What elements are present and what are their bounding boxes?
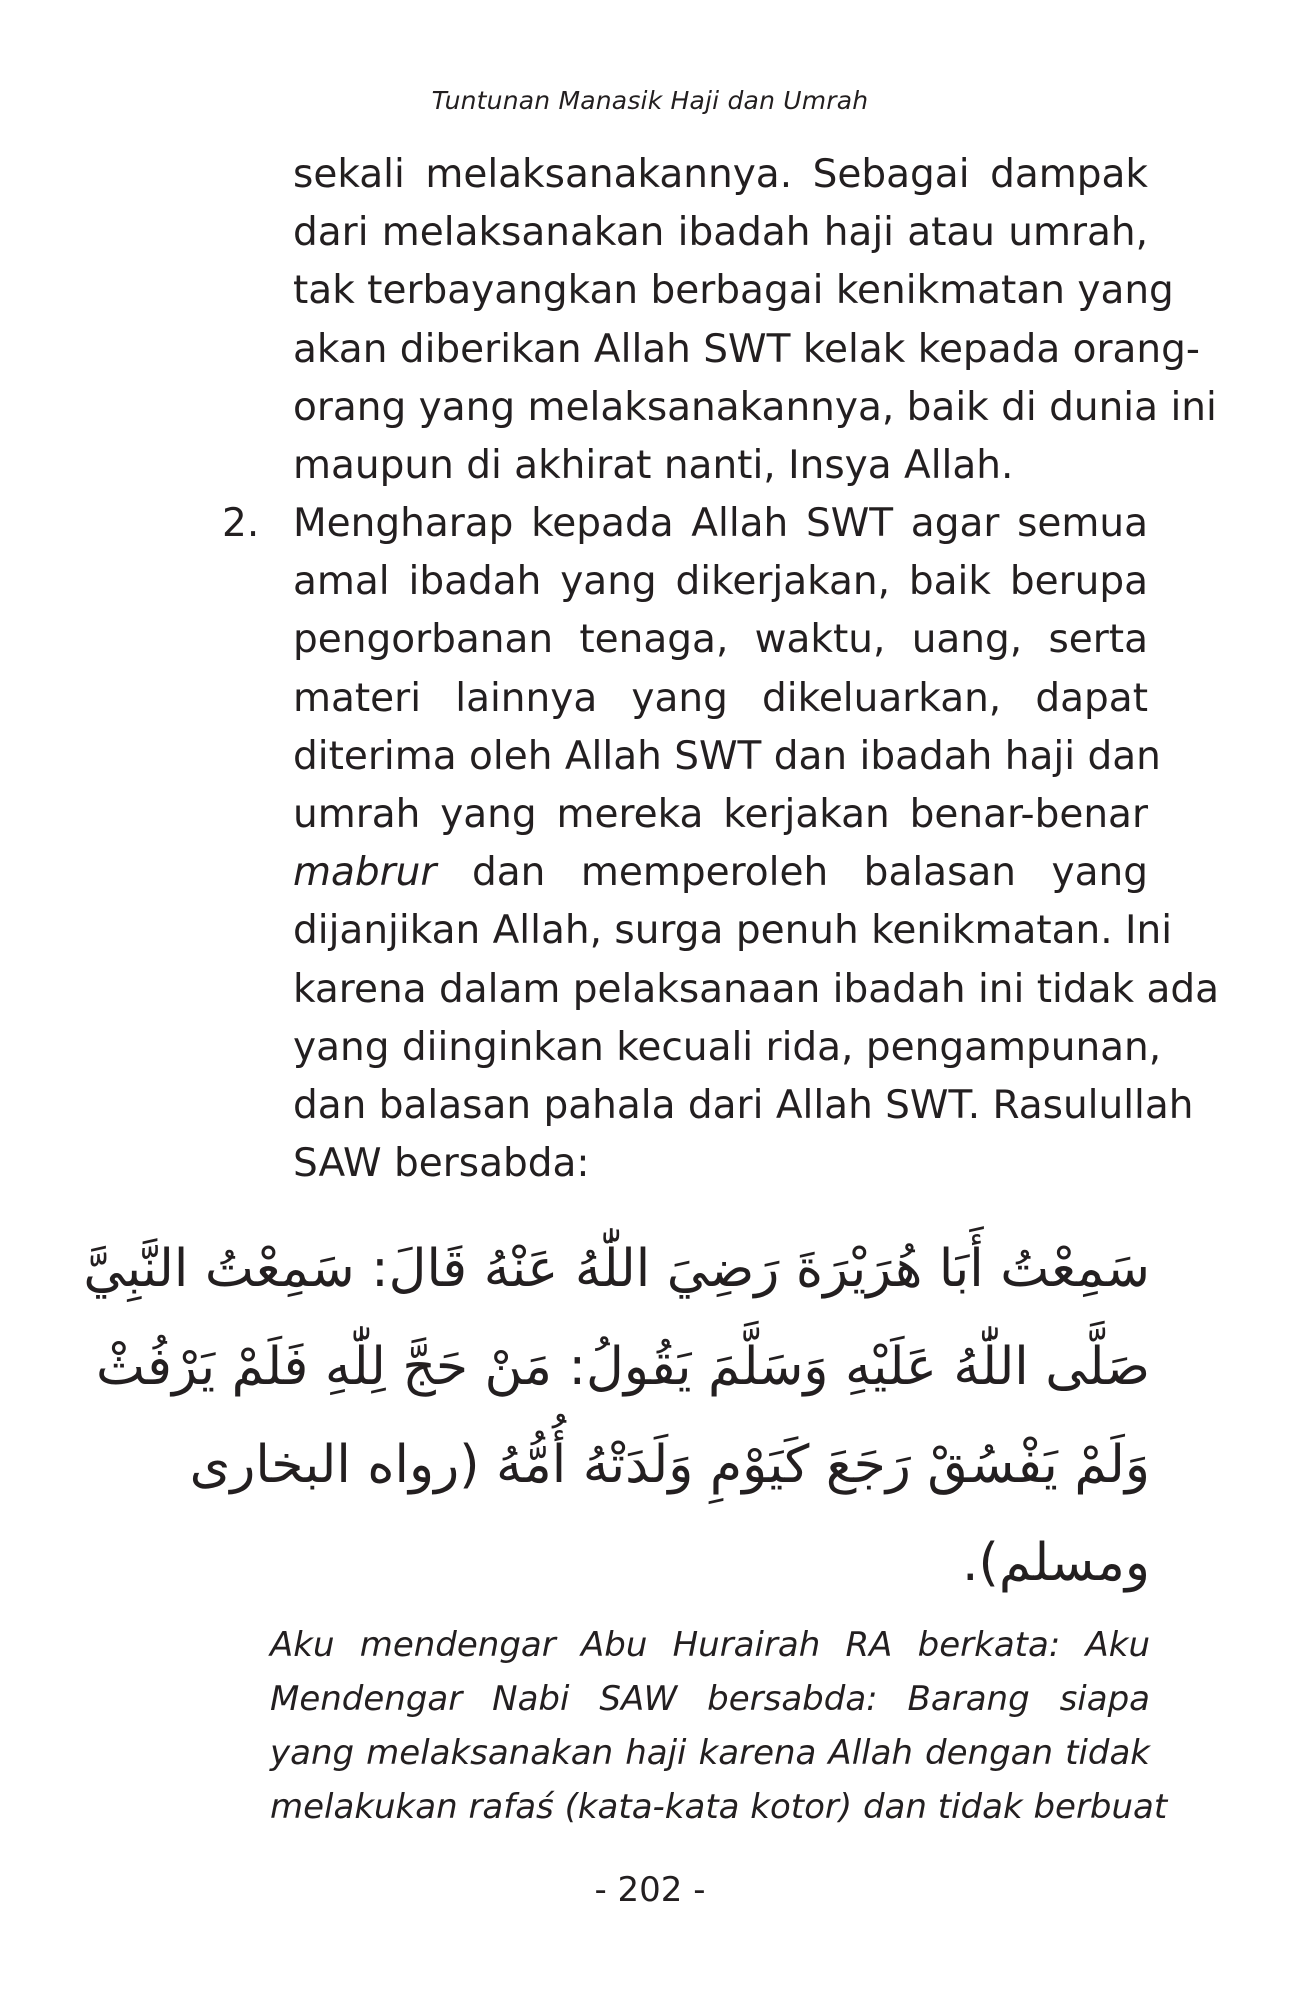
text-line: sekali melaksanakannya. Sebagai dampak	[293, 152, 1148, 197]
hadith-translation	[270, 1618, 1168, 1834]
translation-line: yang melaksanakan haji karena Allah dengan tidak	[270, 1733, 1150, 1773]
text-line: umrah yang mereka kerjakan benar-benar	[293, 791, 1148, 837]
text-line: SAW bersabda:	[293, 1141, 590, 1187]
paragraph-continuation	[293, 146, 1217, 495]
text-line: materi lainnya yang dikeluarkan, dapat	[293, 675, 1148, 721]
arabic-line: سَمِعْتُ أَبَا هُرَيْرَةَ رَضِيَ اللّٰهُ عَنْهُ قَالَ: سَمِعْتُ النَّبِيَّ	[83, 1239, 1150, 1299]
page-number: - 202 -	[594, 1870, 706, 1910]
translation-line: melakukan rafaś (kata-kata kotor) dan tidak berbuat	[270, 1787, 1168, 1827]
text-line: dan balasan pahala dari Allah SWT. Rasulullah	[293, 1082, 1194, 1128]
text-line: dijanjikan Allah, surga penuh kenikmatan. Ini	[293, 908, 1173, 954]
arabic-line: ومسلم).	[962, 1533, 1150, 1593]
translation-line: Aku mendengar Abu Hurairah RA berkata: Aku	[270, 1625, 1150, 1665]
text-line: pengorbanan tenaga, waktu, uang, serta	[293, 617, 1148, 663]
text-line: orang yang melaksanakannya, baik di dunia ini	[293, 384, 1217, 430]
text-line: tak terbayangkan berbagai kenikmatan yang	[293, 268, 1174, 314]
text-line-with-italic	[293, 844, 1148, 902]
text-fragment: dan memperoleh balasan yang	[436, 850, 1148, 896]
text-line: akan diberikan Allah SWT kelak kepada orang-	[293, 326, 1200, 372]
text-line: Mengharap kepada Allah SWT agar semua	[293, 501, 1148, 546]
running-header: Tuntunan Manasik Haji dan Umrah	[431, 86, 869, 115]
text-line: amal ibadah yang dikerjakan, baik berupa	[293, 559, 1148, 605]
text-line: maupun di akhirat nanti, Insya Allah.	[293, 442, 1014, 488]
text-line: karena dalam pelaksanaan ibadah ini tidak ada	[293, 966, 1220, 1012]
text-line: dari melaksanakan ibadah haji atau umrah,	[293, 210, 1148, 256]
translation-line: Mendengar Nabi SAW bersabda: Barang siapa	[270, 1679, 1150, 1719]
text-line: diterima oleh Allah SWT dan ibadah haji dan	[293, 733, 1161, 779]
arabic-line: وَلَمْ يَفْسُقْ رَجَعَ كَيَوْمِ وَلَدَتْهُ أُمُّهُ (رواه البخارى	[189, 1435, 1150, 1495]
hadith-arabic	[83, 1220, 1150, 1612]
arabic-line: صَلَّى اللّٰهُ عَلَيْهِ وَسَلَّمَ يَقُولُ: مَنْ حَجَّ لِلّٰهِ فَلَمْ يَرْفُثْ	[96, 1337, 1150, 1397]
list-item-2	[293, 495, 1220, 1193]
list-number: 2.	[222, 501, 260, 546]
italic-term: mabrur	[293, 850, 437, 896]
text-line: yang diinginkan kecuali rida, pengampunan,	[293, 1024, 1162, 1070]
